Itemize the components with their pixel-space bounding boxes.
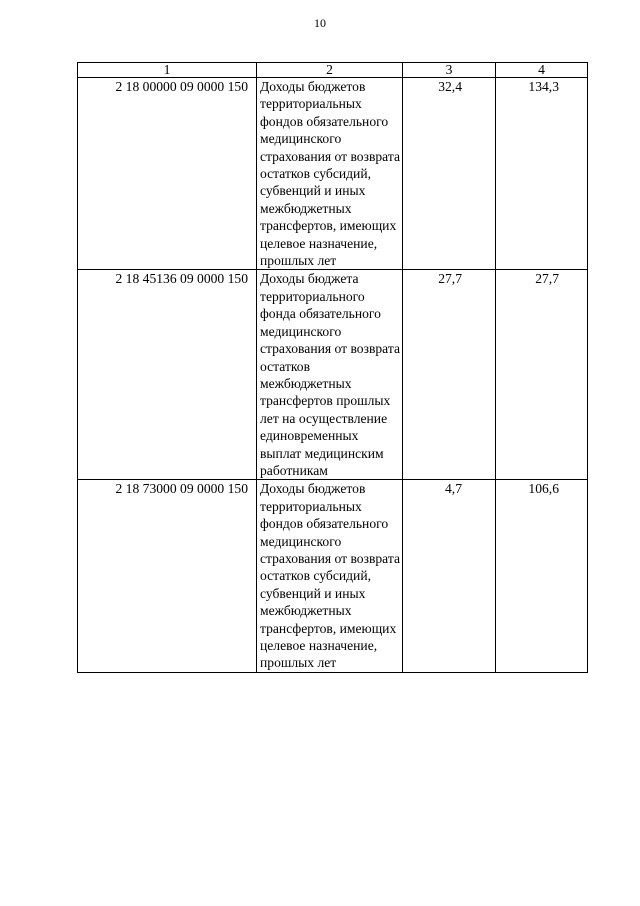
- table-row: [78, 270, 588, 480]
- page-number: 10: [314, 16, 326, 30]
- column-header-2: 2: [257, 63, 403, 78]
- value-column-3-cell: 4,7: [403, 480, 496, 672]
- value-column-4-cell: 134,3: [496, 78, 588, 270]
- value-column-3-cell: 27,7: [403, 270, 496, 480]
- budget-revenue-table: [77, 62, 588, 673]
- revenue-description-cell: Доходы бюджета территориального фонда обязательного медицинского страхования от возврата остатков межбюджетных трансфертов прошлых лет на осуществление единовременных выплат медицинским работникам: [257, 270, 403, 480]
- value-column-3-cell: 32,4: [403, 78, 496, 270]
- revenue-code-cell: 2 18 73000 09 0000 150: [78, 480, 257, 672]
- revenue-code-cell: 2 18 45136 09 0000 150: [78, 270, 257, 480]
- value-column-4-cell: 27,7: [496, 270, 588, 480]
- column-header-3: 3: [403, 63, 496, 78]
- column-header-1: 1: [78, 63, 257, 78]
- revenue-description-cell: Доходы бюджетов территориальных фондов обязательного медицинского страхования от возврата остатков субсидий, субвенций и иных межбюджетных трансфертов, имеющих целевое назначение, прошлых лет: [257, 480, 403, 672]
- table-header-row: [78, 63, 588, 78]
- column-header-4: 4: [496, 63, 588, 78]
- table-row: [78, 78, 588, 270]
- value-column-4-cell: 106,6: [496, 480, 588, 672]
- revenue-description-cell: Доходы бюджетов территориальных фондов обязательного медицинского страхования от возврата остатков субсидий, субвенций и иных межбюджетных трансфертов, имеющих целевое назначение, прошлых лет: [257, 78, 403, 270]
- table-row: [78, 480, 588, 672]
- revenue-code-cell: 2 18 00000 09 0000 150: [78, 78, 257, 270]
